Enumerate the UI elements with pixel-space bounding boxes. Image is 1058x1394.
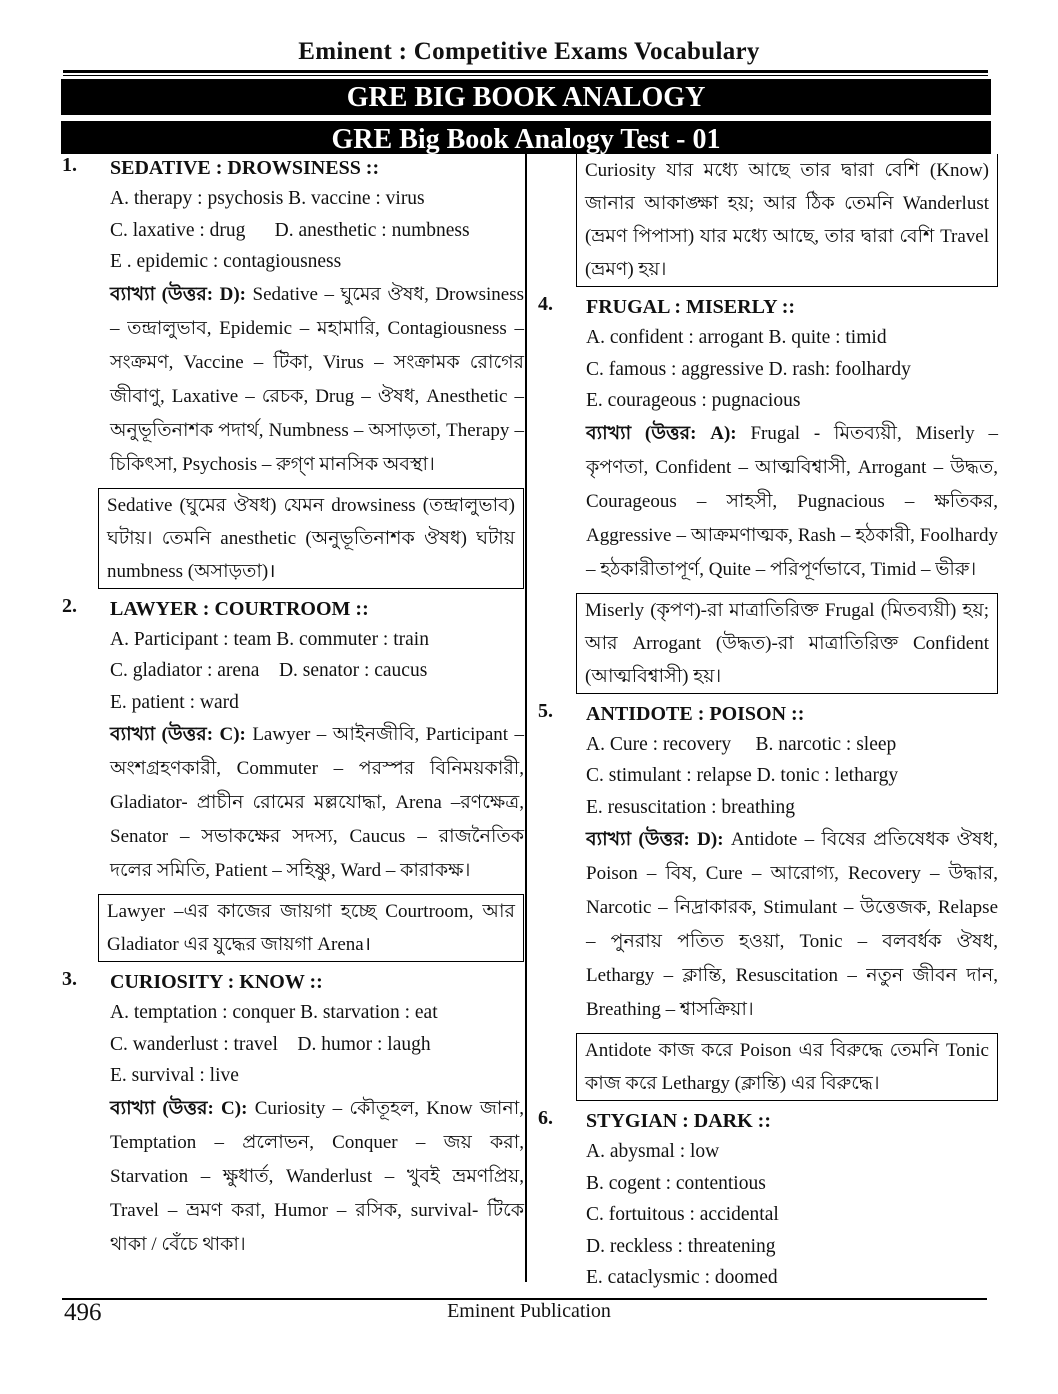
option-a: A. abysmal : low	[586, 1141, 720, 1162]
summary-box: Miserly (কৃপণ)-রা মাত্রাতিরিক্ত Frugal (মিতব্যয়ী) হয়; আর Arrogant (উদ্ধত)-রা মাত্রাতিরিক্ত Confident (আত্মবিশ্বাসী) হয়।	[576, 593, 998, 694]
question-number: 6.	[538, 1107, 553, 1129]
options-ab: A. Cure : recovery B. narcotic : sleep	[586, 733, 897, 755]
page-number: 496	[64, 1299, 102, 1326]
option-e: E. courageous : pugnacious	[586, 390, 801, 411]
options-cd: C. laxative : drug D. anesthetic : numbness	[110, 219, 470, 241]
question-1	[62, 154, 524, 589]
option-e: E. survival : live	[110, 1065, 239, 1086]
running-header: Eminent : Competitive Exams Vocabulary	[298, 38, 760, 65]
options-ab: A. confident : arrogant B. quite : timid	[586, 327, 887, 348]
question-3	[62, 968, 524, 1262]
explanation-text: Frugal - মিতব্যয়ী, Miserly – কৃপণতা, Confident – আত্মবিশ্বাসী, Arrogant – উদ্ধত, Courageous – সাহসী, Pugnacious – ক্ষতিকর, Aggressive – আক্রমণাত্মক, Rash – হঠকারী, Foolhardy – হঠকারীতাপূর্ণ, Quite – পরিপূর্ণভাবে, Timid – ভীরু।	[586, 422, 999, 580]
question-stem: SEDATIVE : DROWSINESS ::	[110, 157, 380, 179]
question-number: 5.	[538, 699, 553, 722]
explanation-label: ব্যাখ্যা (উত্তর: A):	[586, 422, 737, 444]
explanation-label: ব্যাখ্যা (উত্তর: D):	[586, 829, 724, 850]
explanation	[110, 718, 524, 888]
question-stem: ANTIDOTE : POISON ::	[586, 702, 805, 725]
options-cd: C. wanderlust : travel D. humor : laugh	[110, 1033, 431, 1055]
options-cd: C. stimulant : relapse D. tonic : lethargy	[586, 765, 899, 786]
option-e: E. resuscitation : breathing	[586, 796, 796, 818]
explanation-text: Lawyer – আইনজীবি, Participant – অংশগ্রহণকারী, Commuter – পরস্পর বিনিময়কারী, Gladiator- প্রাচীন রোমের মল্লযোদ্ধা, Arena –রণক্ষেত্র, Senator – সভাকক্ষের সদস্য, Caucus – রাজনৈতিক দলের সমিতি, Patient – সহিষ্ণু, Ward – কারাকক্ষ।	[110, 724, 524, 881]
question-stem: LAWYER : COURTROOM ::	[110, 597, 369, 620]
summary-box: Lawyer –এর কাজের জায়গা হচ্ছে Courtroom, আর Gladiator এর যুদ্ধের জায়গা Arena।	[98, 894, 524, 962]
right-column	[538, 154, 998, 1294]
question-number: 4.	[538, 293, 553, 315]
explanation	[110, 1092, 524, 1262]
explanation-text: Sedative – ঘুমের ঔষধ, Drowsiness – তন্দ্রালুভাব, Epidemic – মহামারি, Contagiousness – সংক্রমণ, Vaccine – টিকা, Virus – সংক্রামক রোগের জীবাণু, Laxative – রেচক, Drug – ঔষধ, Anesthetic – অনুভূতিনাশক পদার্থ, Numbness – অসাড়তা, Therapy – চিকিৎসা, Psychosis – রুগ্ণ মানসিক অবস্থা।	[110, 283, 524, 475]
explanation	[110, 278, 524, 482]
column-divider	[525, 154, 527, 1282]
options-cd: C. gladiator : arena D. senator : caucus	[110, 660, 428, 681]
options-ab: A. Participant : team B. commuter : train	[110, 628, 429, 650]
options-cd: C. famous : aggressive D. rash: foolhardy	[586, 358, 911, 380]
question-number: 3.	[62, 968, 77, 990]
option-d: D. reckless : threatening	[586, 1235, 776, 1257]
summary-box-q3: Curiosity যার মধ্যে আছে তার দ্বারা বেশি (Know) জানার আকাঙ্ক্ষা হয়; আর ঠিক তেমনি Wanderlust (ভ্রমণ পিপাসা) যার মধ্যে আছে, তার দ্বারা বেশি Travel (ভ্রমণ) হয়।	[576, 154, 998, 287]
option-e: E . epidemic : contagiousness	[110, 251, 342, 272]
question-stem: CURIOSITY : KNOW ::	[110, 971, 323, 993]
section-band: GRE BIG BOOK ANALOGY	[61, 79, 991, 115]
question-4	[538, 293, 998, 694]
option-c: C. fortuitous : accidental	[586, 1204, 779, 1225]
question-5	[538, 700, 998, 1102]
summary-box: Sedative (ঘুমের ঔষধ) যেমন drowsiness (তন্দ্রালুভাব) ঘটায়। তেমনি anesthetic (অনুভূতিনাশক ঔষধ) ঘটায় numbness (অসাড়তা)।	[98, 488, 524, 589]
header-rule	[63, 70, 988, 73]
option-b: B. cogent : contentious	[586, 1172, 766, 1194]
explanation-label: ব্যাখ্যা (উত্তর: D):	[110, 283, 246, 305]
explanation	[586, 417, 998, 587]
question-2	[62, 595, 524, 963]
test-title-band: GRE Big Book Analogy Test - 01	[61, 121, 991, 154]
summary-box: Antidote কাজ করে Poison এর বিরুদ্ধে তেমনি Tonic কাজ করে Lethargy (ক্লান্তি) এর বিরুদ্ধে।	[576, 1033, 998, 1101]
explanation-label: ব্যাখ্যা (উত্তর: C):	[110, 724, 246, 745]
question-number: 2.	[62, 594, 77, 617]
explanation-label: ব্যাখ্যা (উত্তর: C):	[110, 1097, 248, 1119]
option-e: E. patient : ward	[110, 691, 239, 713]
explanation-text: Antidote – বিষের প্রতিষেধক ঔষধ, Poison – বিষ, Cure – আরোগ্য, Recovery – উদ্ধার, Narcotic – নিদ্রাকারক, Stimulant – উত্তেজক, Relapse – পুনরায় পতিত হওয়া, Tonic – বলবর্ধক ঔষধ, Lethargy – ক্লান্তি, Resuscitation – নতুন জীবন দান, Breathing – শ্বাসক্রিয়া।	[586, 829, 998, 1020]
question-stem: FRUGAL : MISERLY ::	[586, 296, 796, 318]
question-number: 1.	[62, 154, 77, 176]
option-e: E. cataclysmic : doomed	[586, 1267, 778, 1288]
publisher-name: Eminent Publication	[447, 1300, 611, 1322]
options-ab: A. therapy : psychosis B. vaccine : virus	[110, 188, 425, 209]
header-rule-thin	[63, 75, 988, 76]
question-6	[538, 1107, 998, 1294]
explanation	[586, 823, 998, 1027]
explanation-text: Curiosity – কৌতূহল, Know জানা, Temptation – প্রলোভন, Conquer – জয় করা, Starvation – ক্ষুধার্ত, Wanderlust – খুবই ভ্রমণপ্রিয়, Travel – ভ্রমণ করা, Humor – রসিক, survival- টিকে থাকা / বেঁচে থাকা।	[110, 1097, 524, 1255]
options-ab: A. temptation : conquer B. starvation : eat	[110, 1002, 438, 1023]
question-stem: STYGIAN : DARK ::	[586, 1110, 771, 1132]
left-column	[62, 154, 524, 1262]
